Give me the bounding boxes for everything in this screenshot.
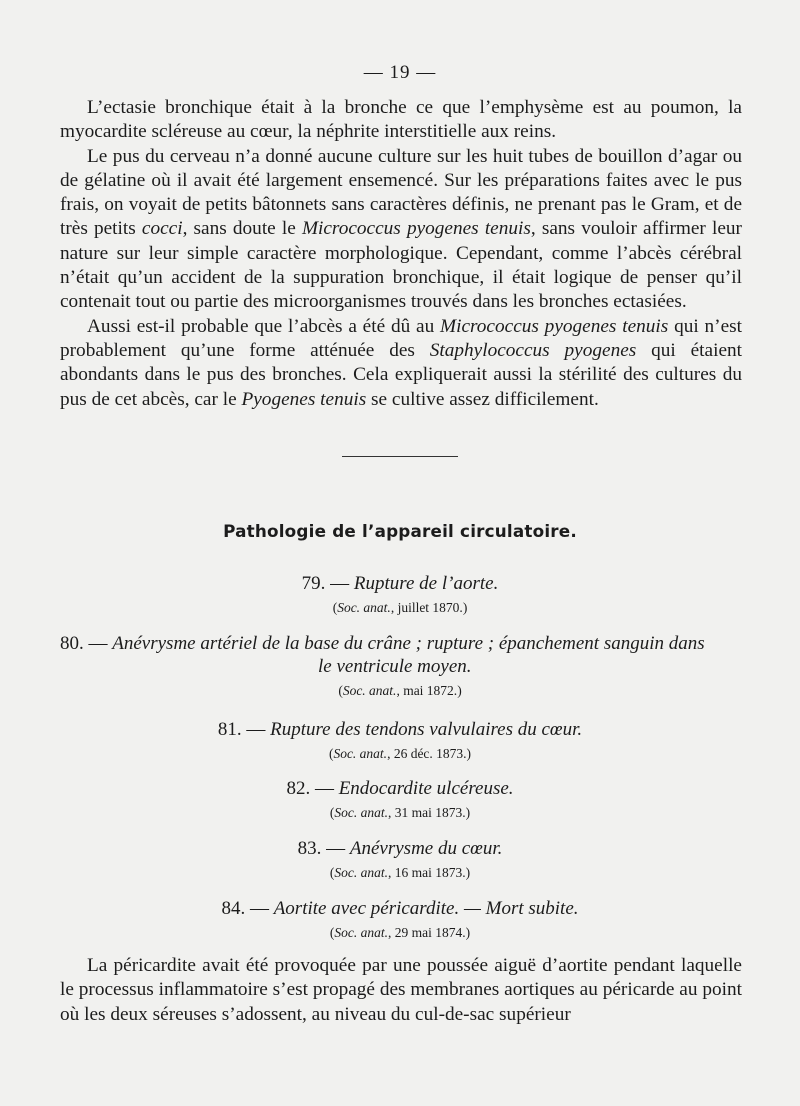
paragraph-3: Aussi est-il probable que l’abcès a été dû au Micrococcus pyogenes tenuis qui n’est probablement qu’une forme atténuée des Staphylococcus pyogenes qui étaient abondants dans le pus des bronches. Cela expliquerait aussi la stérilité des cultures du pus de cet abcès, car le Pyogenes tenuis se cultive assez difficilement. [60,315,742,410]
section-title: Pathologie de l’appareil circulatoire. [223,521,577,541]
page-number: — 19 — [363,62,437,83]
entry-title: 82. — Endocardite ulcéreuse. [286,778,514,799]
section-divider [342,456,458,457]
entry-citation: (Soc. anat., mai 1872.) [338,683,462,698]
closing-paragraph: La péricardite avait été provoquée par une poussée aiguë d’aortite pendant laquelle le processus inflammatoire s’est propagé des membranes aortiques au péricarde au point où les deux séreuses s’adossent, au niveau du cul-de-sac supérieur [60,955,742,1025]
entry-citation: (Soc. anat., 29 mai 1874.) [329,925,471,940]
entry-citation: (Soc. anat., juillet 1870.) [332,600,468,615]
entry-title: 84. — Aortite avec péricardite. — Mort subite. [221,898,579,919]
entry-title: 81. — Rupture des tendons valvulaires du cœur. [217,719,583,740]
entry-82 [0,777,800,822]
closing-text [60,954,742,1027]
entry-83 [0,837,800,882]
entry-84 [0,897,800,942]
entry-citation: (Soc. anat., 26 déc. 1873.) [328,746,472,761]
intro-text [60,96,742,412]
entry-title: 83. — Anévrysme du cœur. [297,838,503,859]
entry-title: 79. — Rupture de l’aorte. [301,573,499,594]
paragraph-2: Le pus du cerveau n’a donné aucune culture sur les huit tubes de bouillon d’agar ou de gélatine où il avait été largement ensemencé. Sur les préparations faites avec le pus frais, on voyait de petits bâtonnets sans caractères définis, ne prenant pas le Gram, et de très petits cocci, sans doute le Micrococcus pyogenes tenuis, sans vouloir affirmer leur nature sur leur simple caractère morphologique. Cependant, comme l’abcès cérébral n’était qu’un accident de la suppuration bronchique, il était logique de penser qu’il contenait tout ou partie des microorganismes trouvés dans les bronches ectasiées. [60,145,742,313]
entry-citation: (Soc. anat., 31 mai 1873.) [329,805,471,820]
paragraph-1: L’ectasie bronchique était à la bronche ce que l’emphysème est au poumon, la myocardite scléreuse au cœur, la néphrite interstitielle aux reins. [60,97,742,143]
entry-80 [0,632,800,700]
entry-81 [0,718,800,763]
entry-79 [0,572,800,617]
entry-title: 80. — Anévrysme artériel de la base du crâne ; rupture ; épanchement sanguin dans le ventricule moyen. [60,633,705,677]
entry-citation: (Soc. anat., 16 mai 1873.) [329,865,471,880]
